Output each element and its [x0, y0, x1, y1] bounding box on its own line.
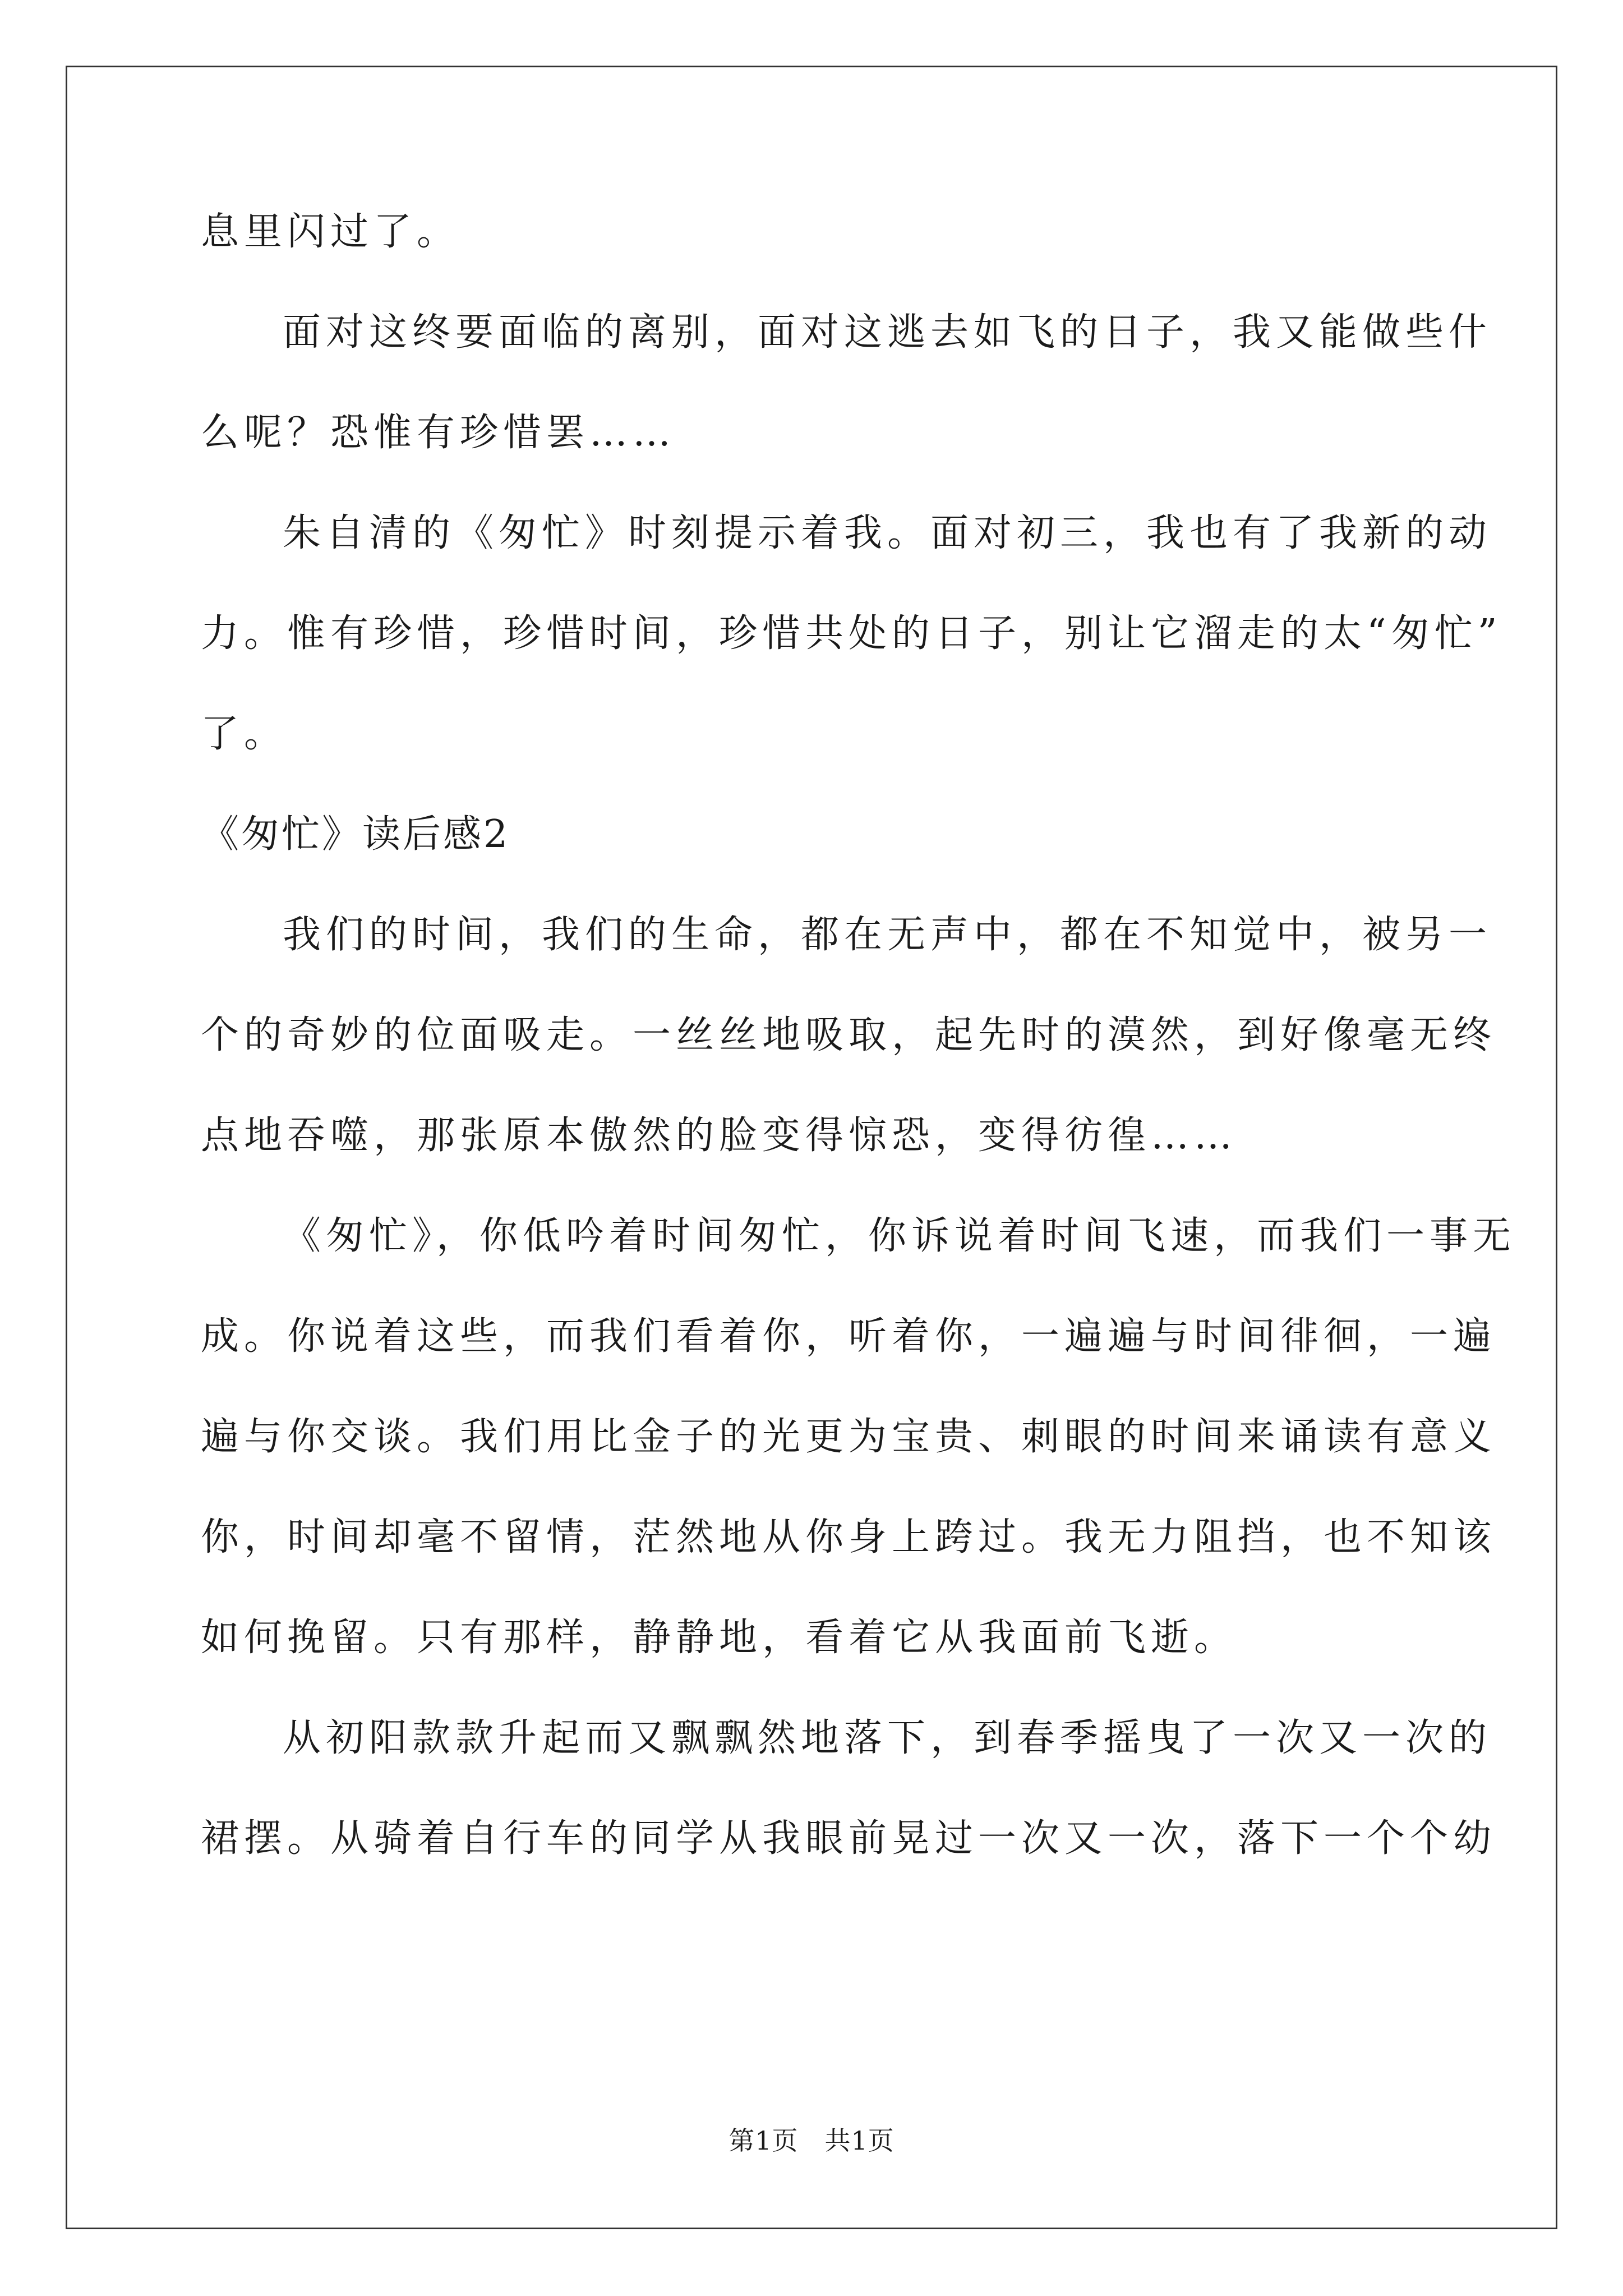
text-line: 力。惟有珍惜，珍惜时间，珍惜共处的日子，别让它溜走的太“匆忙”: [201, 611, 1502, 656]
document-body: [201, 210, 1516, 1920]
text-line: 点地吞噬，那张原本傲然的脸变得惊恐，变得彷徨……: [201, 1114, 1238, 1158]
text-line: 裙摆。从骑着自行车的同学从我眼前晃过一次又一次，落下一个个幼: [201, 1816, 1497, 1861]
text-line: 你，时间却毫不留情，茫然地从你身上跨过。我无力阻挡，也不知该: [201, 1515, 1497, 1559]
text-line: 从初阳款款升起而又飘飘然地落下，到春季摇曳了一次又一次的: [283, 1716, 1492, 1760]
text-line: 么呢？恐惟有珍惜罢……: [201, 411, 676, 455]
text-line: 面对这终要面临的离别，面对这逃去如飞的日子，我又能做些什: [283, 310, 1492, 355]
text-line: 我们的时间，我们的生命，都在无声中，都在不知觉中，被另一: [283, 913, 1492, 957]
text-line: 个的奇妙的位面吸走。一丝丝地吸取，起先时的漠然，到好像毫无终: [201, 1013, 1497, 1057]
section-heading: 《匆忙》读后感2: [201, 812, 510, 857]
page-footer: 第1页 共1页: [728, 2125, 895, 2156]
text-line: 《匆忙》，你低吟着时间匆忙，你诉说着时间飞速，而我们一事无: [283, 1214, 1516, 1258]
text-line: 息里闪过了。: [201, 210, 460, 254]
text-line: 朱自清的《匆忙》时刻提示着我。面对初三，我也有了我新的动: [283, 511, 1492, 555]
text-line: 遍与你交谈。我们用比金子的光更为宝贵、刺眼的时间来诵读有意义: [201, 1415, 1497, 1459]
text-line: 了。: [201, 712, 288, 756]
text-line: 成。你说着这些，而我们看着你，听着你，一遍遍与时间徘徊，一遍: [201, 1314, 1497, 1359]
text-line: 如何挽留。只有那样，静静地，看着它从我面前飞逝。: [201, 1616, 1238, 1660]
